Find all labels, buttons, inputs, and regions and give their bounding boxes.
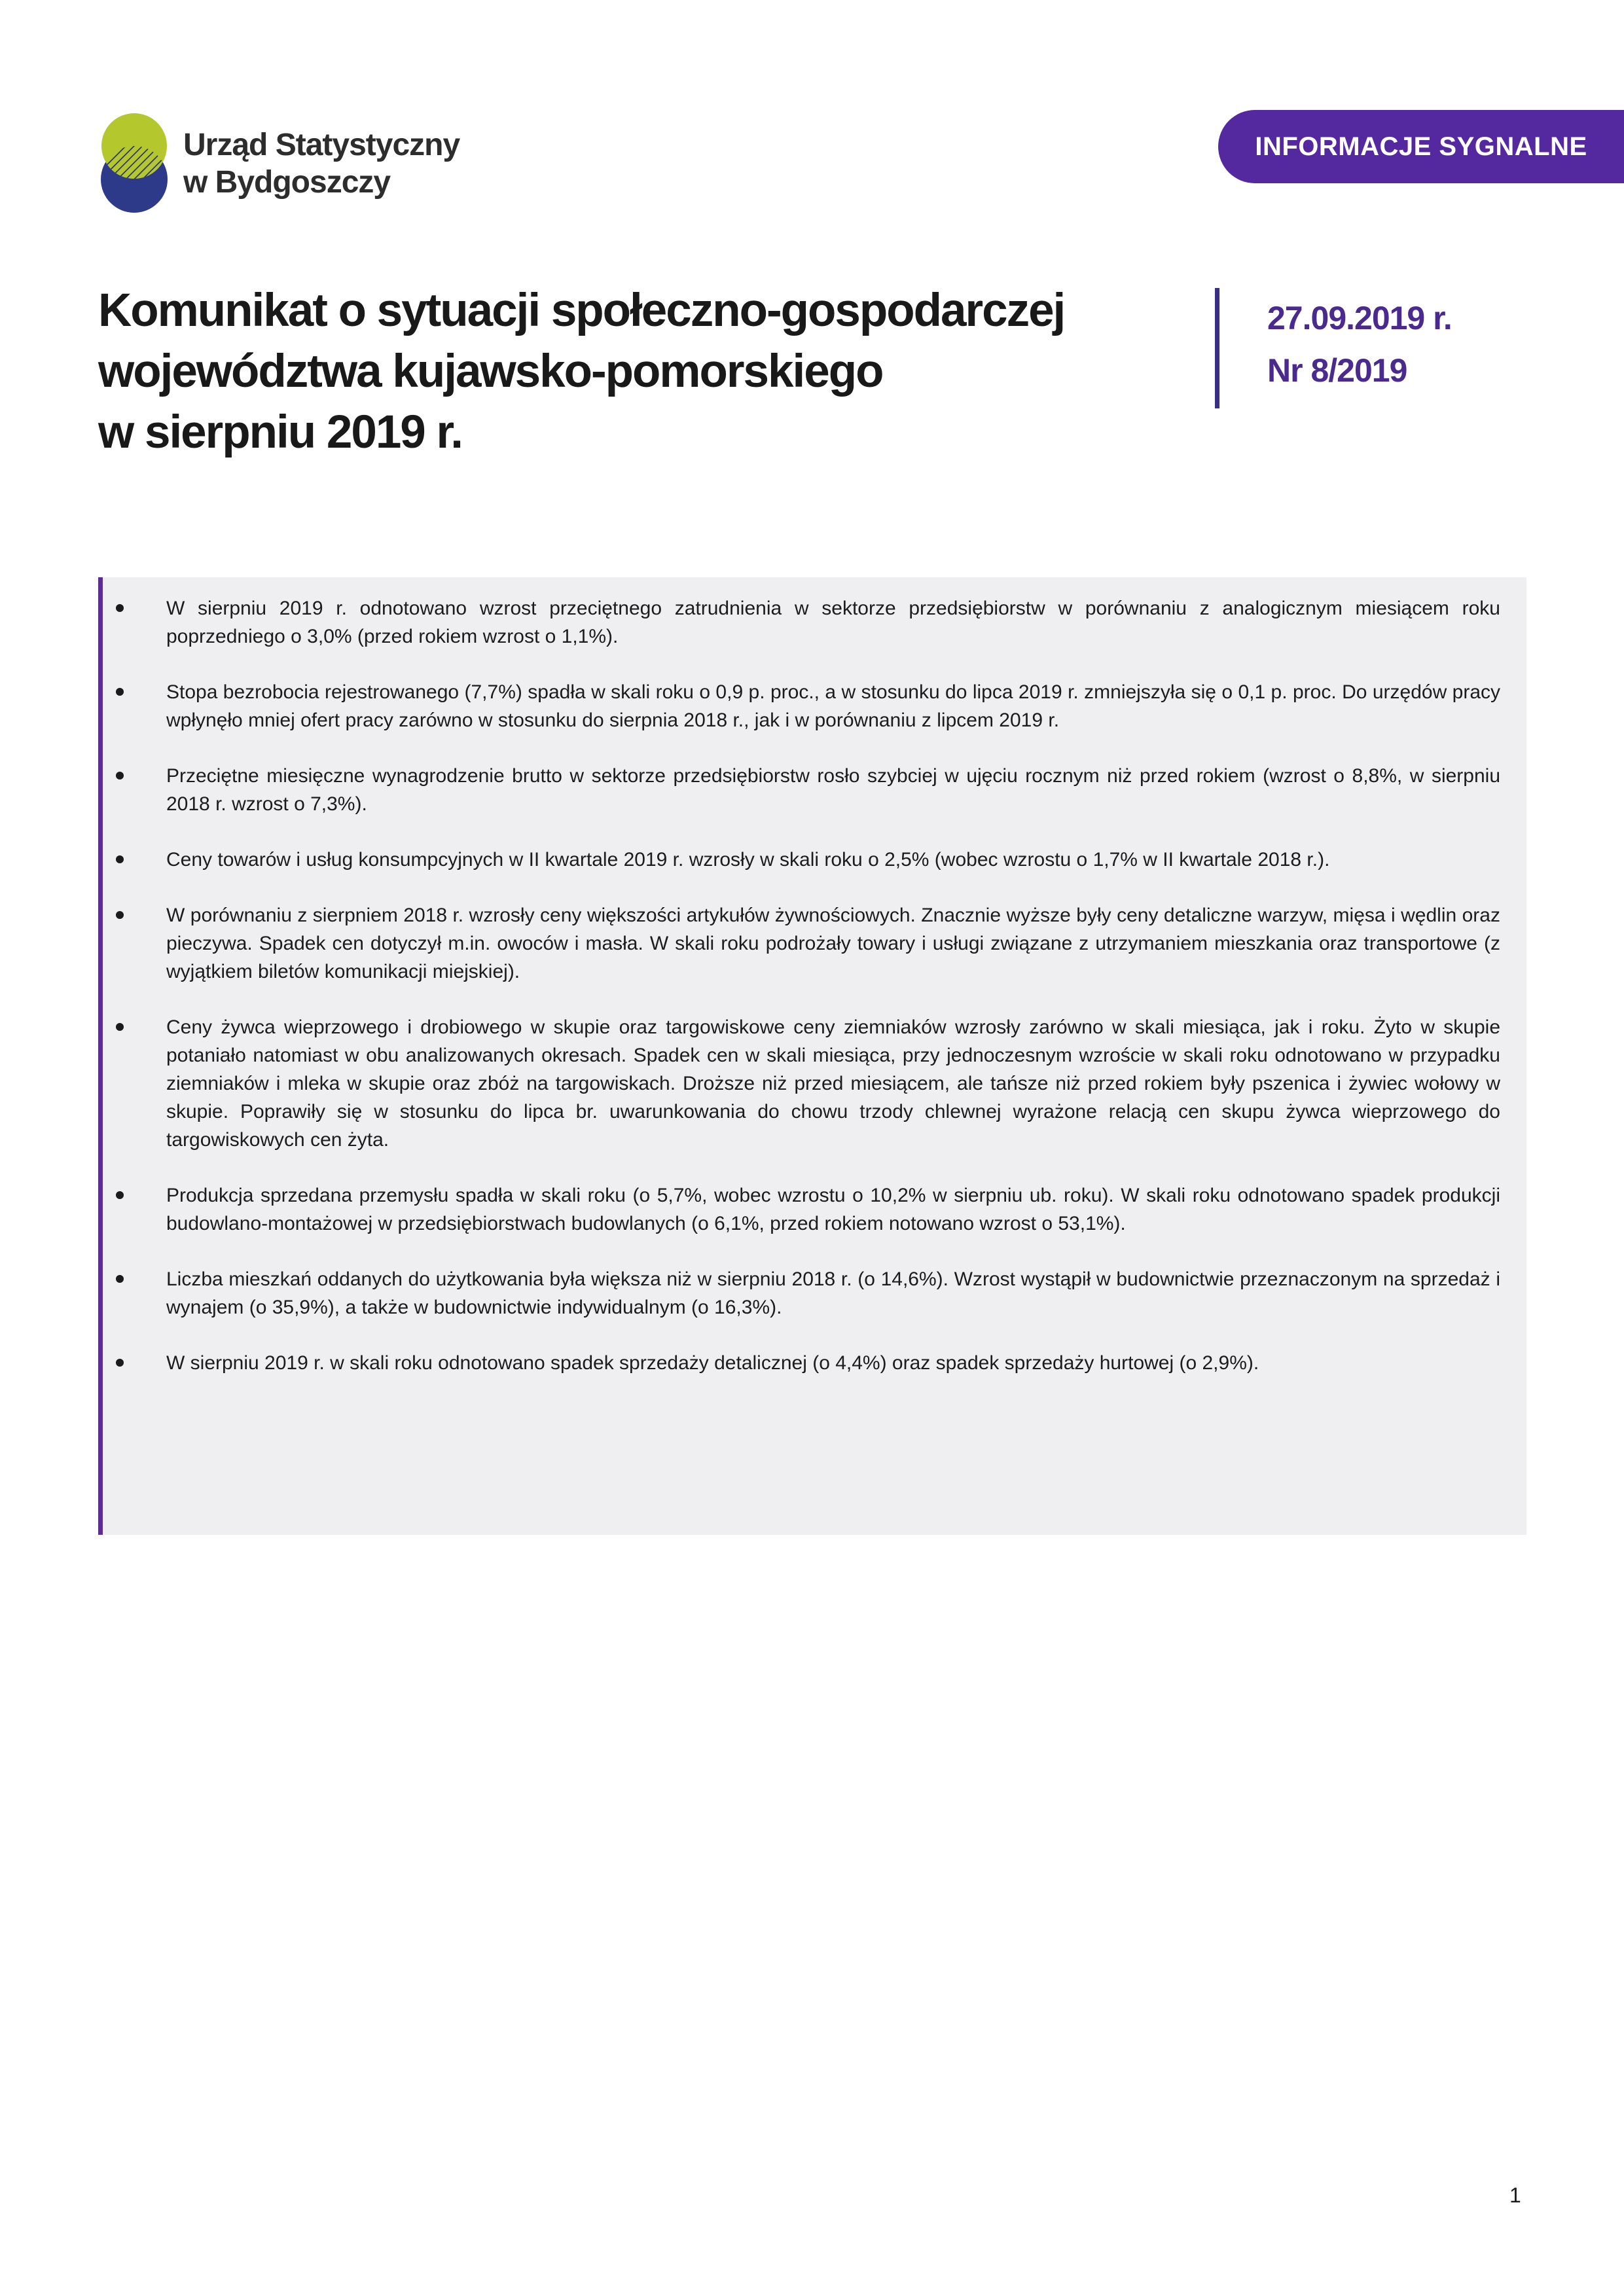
list-item <box>103 901 1500 986</box>
list-item <box>103 1013 1500 1154</box>
list-item <box>103 762 1500 818</box>
bullet-icon <box>116 855 124 863</box>
list-item-text: Produkcja sprzedana przemysłu spadła w skali roku (o 5,7%, wobec wzrostu o 10,2% w sierpniu ub. roku). W skali roku odnotowano spadek produkcji budowlano-montażowej w przedsiębiorstwach budowlanych (o 6,1%, przed rokiem notowano wzrost o 53,1%). <box>166 1185 1500 1234</box>
highlights-panel <box>98 577 1526 1535</box>
title-line-3: w sierpniu 2019 r. <box>98 406 462 458</box>
logo <box>99 113 460 213</box>
list-item-text: Stopa bezrobocia rejestrowanego (7,7%) spadła w skali roku o 0,9 p. proc., a w stosunku do lipca 2019 r. zmniejszyła się o 0,1 p. proc. Do urzędów pracy wpłynęło mniej ofert pracy zarówno w stosunku do sierpnia 2018 r., jak i w porównaniu z lipcem 2019 r. <box>166 681 1500 731</box>
bullet-icon <box>116 772 124 780</box>
page-number: 1 <box>1509 2183 1521 2207</box>
issue-number: Nr 8/2019 <box>1267 352 1407 389</box>
list-item <box>103 678 1500 734</box>
date-divider <box>1215 288 1219 408</box>
list-item-text: Ceny towarów i usług konsumpcyjnych w II kwartale 2019 r. wzrosły w skali roku o 2,5% (wobec wzrostu o 1,7% w II kwartale 2018 r.). <box>166 849 1330 870</box>
org-city: w Bydgoszczy <box>183 165 391 200</box>
list-item <box>103 1265 1500 1321</box>
bullet-icon <box>116 688 124 696</box>
list-item-text: W porównaniu z sierpniem 2018 r. wzrosły ceny większości artykułów żywnościowych. Znacznie wyższe były ceny detaliczne warzyw, mięsa i wędlin oraz pieczywa. Spadek cen dotyczył m.in. owoców i masła. W skali roku podrożały towary i usługi związane z utrzymaniem mieszkania oraz transportowe (z wyjątkiem biletów komunikacji miejskiej). <box>166 905 1500 982</box>
org-name: Urząd Statystyczny <box>183 128 460 162</box>
list-item-text: Ceny żywca wieprzowego i drobiowego w skupie oraz targowiskowe ceny ziemniaków wzrosły zarówno w skali miesiąca, jak i roku. Żyto w skupie potaniało natomiast w obu analizowanych okresach. Spadek cen w skali miesiąca, przy jednoczesnym wzroście w skali roku odnotowano w przypadku ziemniaków i mleka w skupie oraz zbóż na targowiskach. Droższe niż przed miesiącem, ale tańsze niż przed rokiem były pszenica i żywiec wołowy w skupie. Poprawiły się w stosunku do lipca br. uwarunkowania do chowu trzody chlewnej wyrażone relacją cen skupu żywca wieprzowego do targowiskowych cen żyta. <box>166 1016 1500 1151</box>
logo-text <box>183 126 460 201</box>
list-item <box>103 1181 1500 1238</box>
list-item-text: Liczba mieszkań oddanych do użytkowania była większa niż w sierpniu 2018 r. (o 14,6%). Wzrost wystąpił w budownictwie przeznaczonym na sprzedaż i wynajem (o 35,9%), a także w budownictwie indywidualnym (o 16,3%). <box>166 1268 1500 1318</box>
list-item <box>103 846 1500 874</box>
title-line-1: Komunikat o sytuacji społeczno-gospodarczej <box>98 285 1065 336</box>
title-line-2: województwa kujawsko-pomorskiego <box>98 346 883 397</box>
publication-date: 27.09.2019 r. <box>1267 300 1452 336</box>
bullet-icon <box>116 604 124 612</box>
highlights-list <box>103 594 1500 1377</box>
list-item-text: Przeciętne miesięczne wynagrodzenie brutto w sektorze przedsiębiorstw rosło szybciej w ujęciu rocznym niż przed rokiem (wzrost o 8,8%, w sierpniu 2018 r. wzrost o 7,3%). <box>166 765 1500 815</box>
informacje-sygnalne-badge <box>1218 110 1624 183</box>
date-block <box>1267 292 1452 397</box>
list-item <box>103 1349 1500 1377</box>
page-title <box>98 280 1211 463</box>
bullet-icon <box>116 1359 124 1367</box>
bullet-icon <box>116 1275 124 1283</box>
bullet-icon <box>116 911 124 919</box>
bullet-icon <box>116 1191 124 1199</box>
statistical-office-logo-icon <box>99 113 169 213</box>
list-item <box>103 594 1500 651</box>
bullet-icon <box>116 1023 124 1031</box>
list-item-text: W sierpniu 2019 r. w skali roku odnotowano spadek sprzedaży detalicznej (o 4,4%) oraz spadek sprzedaży hurtowej (o 2,9%). <box>166 1352 1259 1374</box>
list-item-text: W sierpniu 2019 r. odnotowano wzrost przeciętnego zatrudnienia w sektorze przedsiębiorstw w porównaniu z analogicznym miesiącem roku poprzedniego o 3,0% (przed rokiem wzrost o 1,1%). <box>166 598 1500 647</box>
badge-label: INFORMACJE SYGNALNE <box>1255 132 1587 161</box>
